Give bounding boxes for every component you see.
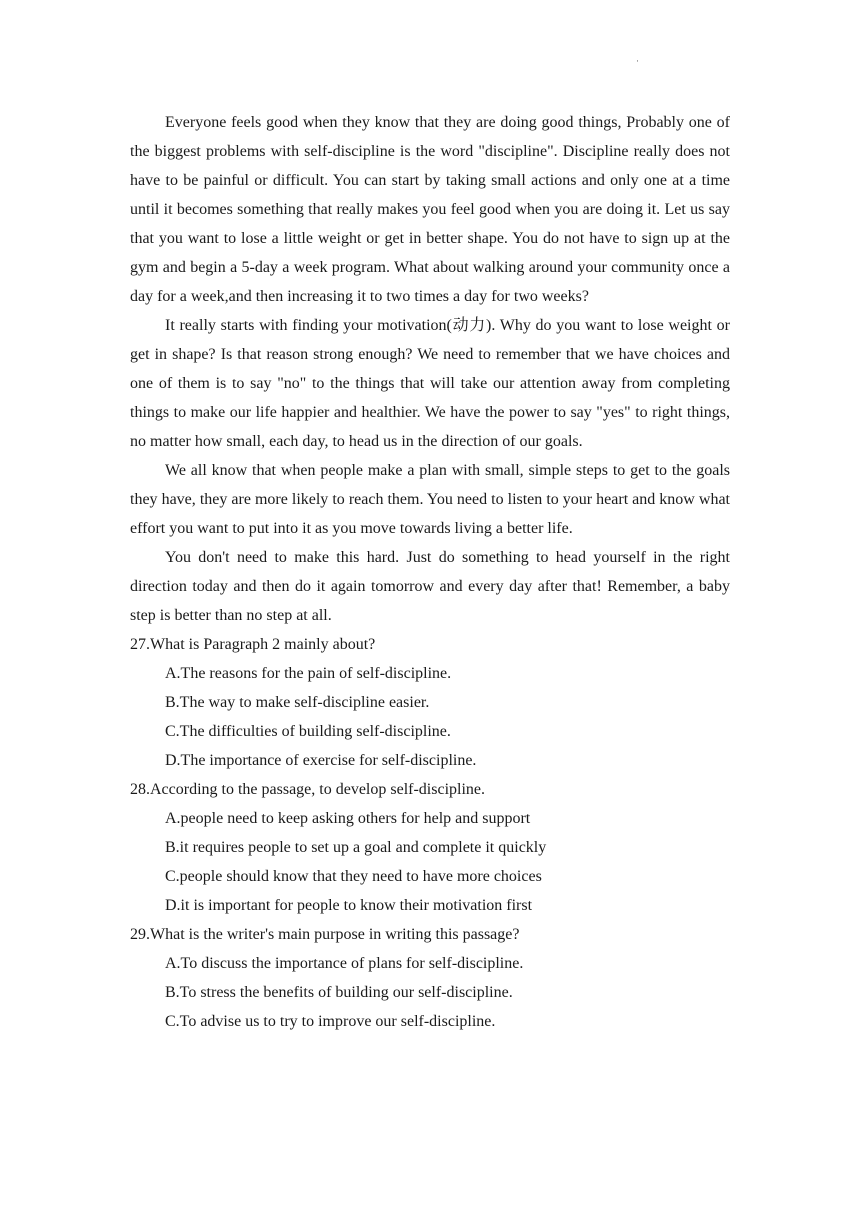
option-a: A.The reasons for the pain of self-discipline. bbox=[165, 665, 452, 682]
option-c: C.The difficulties of building self-discipline. bbox=[165, 723, 451, 740]
option-b: B.To stress the benefits of building our self-discipline. bbox=[165, 984, 513, 1001]
option-b: B.The way to make self-discipline easier. bbox=[165, 694, 430, 711]
passage-paragraph-2: It really starts with finding your motivation(动力). Why do you want to lose weight or get in shape? Is that reason strong enough? We need to remember that we have choices and one of them is to say "no" to the things that will take our attention away from completing things to make our life happier and healthier. We have the power to say "yes" to right things, no matter how small, each day, to head us in the direction of our goals. bbox=[130, 317, 730, 450]
option-a: A.To discuss the importance of plans for self-discipline. bbox=[165, 955, 524, 972]
option-a: A.people need to keep asking others for help and support bbox=[165, 810, 531, 827]
question-stem: 28.According to the passage, to develop self-discipline. bbox=[130, 781, 486, 798]
question-28 bbox=[130, 775, 730, 920]
passage-paragraph-1: Everyone feels good when they know that they are doing good things, Probably one of the biggest problems with self-discipline is the word "discipline". Discipline really does not have to be painful or difficult. You can start by taking small actions and only one at a time until it becomes something that really makes you feel good when you are doing it. Let us say that you want to lose a little weight or get in better shape. You do not have to sign up at the gym and begin a 5-day a week program. What about walking around your community once a day for a week,and then increasing it to two times a day for two weeks? bbox=[130, 114, 730, 305]
option-c: C.To advise us to try to improve our self-discipline. bbox=[165, 1013, 496, 1030]
document-body bbox=[130, 108, 730, 1036]
question-29 bbox=[130, 920, 730, 1036]
page-mark: · bbox=[636, 56, 639, 66]
question-stem: 27.What is Paragraph 2 mainly about? bbox=[130, 636, 376, 653]
passage-paragraph-3: We all know that when people make a plan with small, simple steps to get to the goals they have, they are more likely to reach them. You need to listen to your heart and know what effort you want to put into it as you move towards living a better life. bbox=[130, 462, 730, 537]
option-d: D.The importance of exercise for self-discipline. bbox=[165, 752, 477, 769]
option-c: C.people should know that they need to have more choices bbox=[165, 868, 542, 885]
passage-paragraph-4: You don't need to make this hard. Just do something to head yourself in the right direction today and then do it again tomorrow and every day after that! Remember, a baby step is better than no step at all. bbox=[130, 549, 730, 624]
option-b: B.it requires people to set up a goal and complete it quickly bbox=[165, 839, 547, 856]
option-d: D.it is important for people to know their motivation first bbox=[165, 897, 533, 914]
question-27 bbox=[130, 630, 730, 775]
question-stem: 29.What is the writer's main purpose in writing this passage? bbox=[130, 926, 520, 943]
